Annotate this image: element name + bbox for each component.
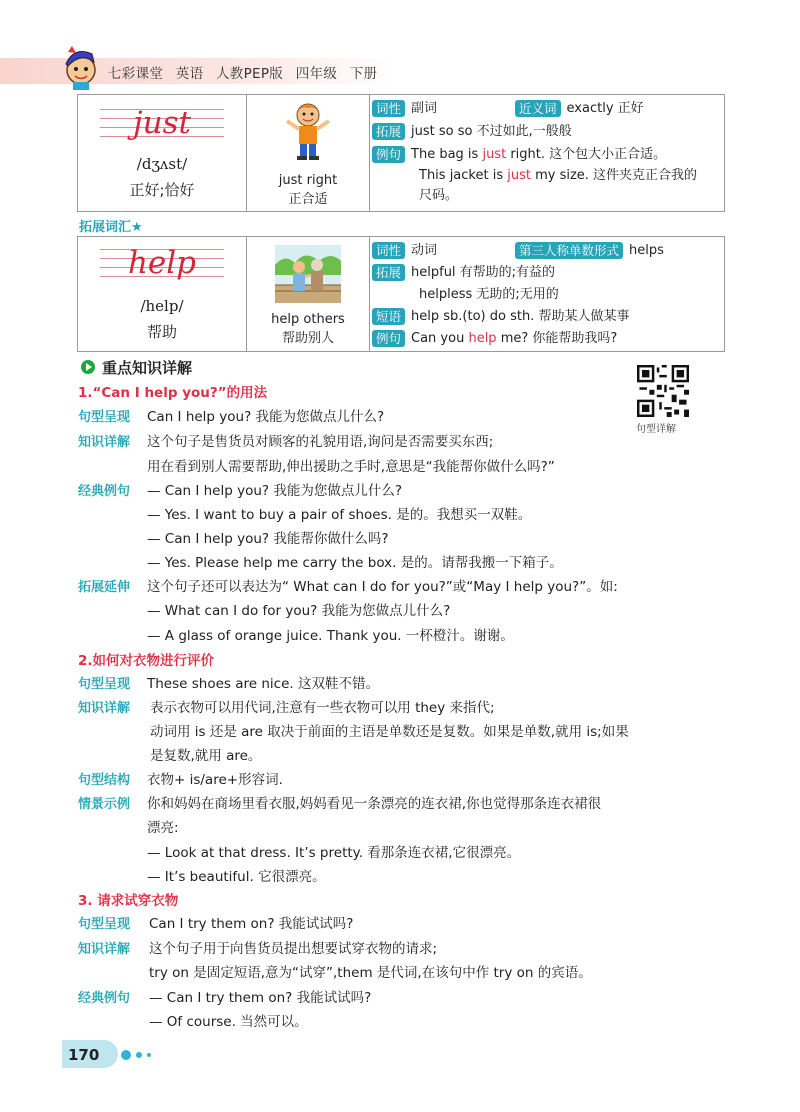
third-person-value: helps: [629, 243, 664, 258]
header-series: 七彩课堂: [108, 66, 164, 82]
picture-caption-en: just right: [278, 173, 338, 188]
word-cell: [78, 237, 247, 352]
play-icon: [81, 360, 95, 374]
section-title: 重点知识详解: [102, 359, 193, 377]
p1-extension-b: — What can I do for you? 我能为您做点儿什么?: [147, 603, 451, 619]
p1-example-b: — Yes. I want to buy a pair of shoes. 是的。我想买一双鞋。: [147, 507, 532, 523]
info-cell: [370, 95, 725, 212]
header-subject: 英语: [175, 66, 204, 82]
p3-explain-a: 这个句子用于向售货员提出想要试穿衣物的请求;: [149, 941, 438, 957]
info-cell: [370, 237, 725, 352]
header-volume: 下册: [349, 66, 378, 82]
header-title: [108, 62, 385, 82]
example-highlight: help: [468, 331, 497, 346]
p3-explain-b: try on 是固定短语,意为“试穿”,them 是代词,在该句中作 try on 的宾语。: [149, 965, 592, 981]
vocab-word: just: [133, 105, 191, 141]
phonetic: /dʒʌst/: [136, 155, 188, 173]
pos-value: 副词: [411, 101, 438, 116]
word-table-just: [77, 94, 725, 212]
example1-post: right. 这个包大小正合适。: [506, 147, 667, 162]
third-person-tag: 第三人称单数形式: [515, 242, 623, 259]
pos-tag: 词性: [372, 100, 405, 117]
vocab-word: help: [127, 245, 197, 281]
label-structure: 句型结构: [78, 773, 131, 788]
example-tag: 例句: [372, 146, 405, 163]
p2-structure: 衣物+ is/are+形容词.: [147, 772, 283, 788]
extension-value-1: helpful 有帮助的;有益的: [411, 265, 556, 280]
phrase-value: help sb.(to) do sth. 帮助某人做某事: [411, 309, 630, 324]
point2-heading: 2.如何对衣物进行评价: [78, 653, 215, 669]
boy-thumbs-up-icon: [283, 101, 333, 163]
p2-scenario-c: — Look at that dress. It’s pretty. 看那条连衣裙,它很漂亮。: [147, 845, 521, 861]
label-explain: 知识详解: [78, 435, 131, 450]
extension-value-2: helpless 无助的;无用的: [419, 287, 559, 302]
p1-example-c: — Can I help you? 我能帮你做什么吗?: [147, 531, 389, 547]
example1-pre: The bag is: [411, 147, 483, 162]
phrase-tag: 短语: [372, 308, 405, 325]
word-table-help: [77, 236, 725, 352]
label-extension: 拓展延伸: [78, 580, 131, 595]
page-number: 170: [68, 1046, 100, 1064]
p1-extension-a: 这个句子还可以表达为“ What can I do for you?”或“May I help you?”。如:: [147, 579, 618, 595]
point1-heading: 1.“Can I help you?”的用法: [78, 385, 268, 401]
p2-pattern: These shoes are nice. 这双鞋不错。: [147, 676, 379, 692]
word-meaning: 帮助: [146, 323, 177, 341]
picture-caption-cn: 帮助别人: [281, 331, 334, 346]
example1-highlight: just: [482, 147, 507, 162]
picture-cell: [247, 237, 370, 352]
p1-example-a: — Can I help you? 我能为您做点儿什么?: [147, 483, 403, 499]
label-explain: 知识详解: [78, 942, 131, 957]
p1-explain-b: 用在看到别人需要帮助,伸出援助之手时,意思是“我能帮你做什么吗?”: [147, 459, 555, 475]
p1-extension-c: — A glass of orange juice. Thank you. 一杯橙汁。谢谢。: [147, 628, 514, 644]
pos-tag: 词性: [372, 242, 405, 259]
label-pattern: 句型呈现: [78, 677, 131, 692]
label-pattern: 句型呈现: [78, 917, 131, 932]
p2-explain-c: 是复数,就用 are。: [150, 748, 262, 764]
helping-others-picture-icon: [275, 245, 341, 303]
p3-example-b: — Of course. 当然可以。: [149, 1014, 308, 1030]
p2-explain-a: 表示衣物可以用代词,注意有一些衣物可以用 they 来指代;: [150, 700, 495, 716]
synonym-tag: 近义词: [515, 100, 561, 117]
qr-code-icon[interactable]: [637, 365, 689, 417]
example2-highlight: just: [507, 168, 531, 183]
extension-value: just so so 不过如此,一般般: [411, 124, 572, 139]
word-cell: [78, 95, 247, 212]
example-pre: Can you: [411, 331, 469, 346]
p2-scenario-b: 漂亮:: [147, 820, 179, 836]
p3-example-a: — Can I try them on? 我能试试吗?: [149, 990, 372, 1006]
label-examples: 经典例句: [78, 484, 131, 499]
synonym-value: exactly 正好: [566, 101, 644, 116]
extension-tag: 拓展: [372, 123, 405, 140]
decor-dot: [147, 1053, 151, 1057]
example2-continued: 尺码。: [419, 188, 459, 203]
label-scenario: 情景示例: [78, 797, 131, 812]
picture-caption-en: help others: [271, 312, 345, 327]
qr-caption: 句型详解: [636, 424, 676, 435]
decor-dot: [136, 1052, 142, 1058]
extension-vocab-title: 拓展词汇★: [79, 220, 143, 235]
p1-pattern: Can I help you? 我能为您做点儿什么?: [147, 409, 385, 425]
p2-scenario-a: 你和妈妈在商场里看衣服,妈妈看见一条漂亮的连衣裙,你也觉得那条连衣裙很: [147, 796, 602, 812]
picture-cell: [247, 95, 370, 212]
header-edition: 人教PEP版: [216, 66, 284, 82]
decor-dot: [121, 1050, 131, 1060]
example2-pre: This jacket is: [419, 168, 508, 183]
example-post: me? 你能帮助我吗?: [496, 331, 618, 346]
header-grade: 四年级: [295, 66, 338, 82]
label-explain: 知识详解: [78, 701, 131, 716]
example-tag: 例句: [372, 330, 405, 347]
label-examples: 经典例句: [78, 991, 131, 1006]
pos-value: 动词: [411, 243, 438, 258]
p1-example-d: — Yes. Please help me carry the box. 是的。请帮我搬一下箱子。: [147, 555, 563, 571]
mascot-icon: [54, 44, 104, 90]
p2-scenario-d: — It’s beautiful. 它很漂亮。: [147, 869, 326, 885]
p2-explain-b: 动词用 is 还是 are 取决于前面的主语是单数还是复数。如果是单数,就用 is;如果: [150, 724, 629, 740]
p3-pattern: Can I try them on? 我能试试吗?: [149, 916, 354, 932]
point3-heading: 3. 请求试穿衣物: [78, 893, 179, 909]
p1-explain-a: 这个句子是售货员对顾客的礼貌用语,询问是否需要买东西;: [147, 434, 494, 450]
label-pattern: 句型呈现: [78, 410, 131, 425]
word-meaning: 正好;恰好: [129, 181, 195, 199]
example2-post: my size. 这件夹克正合我的: [530, 168, 698, 183]
extension-tag: 拓展: [372, 264, 405, 281]
phonetic: /help/: [140, 297, 184, 315]
picture-caption-cn: 正合适: [288, 192, 328, 207]
